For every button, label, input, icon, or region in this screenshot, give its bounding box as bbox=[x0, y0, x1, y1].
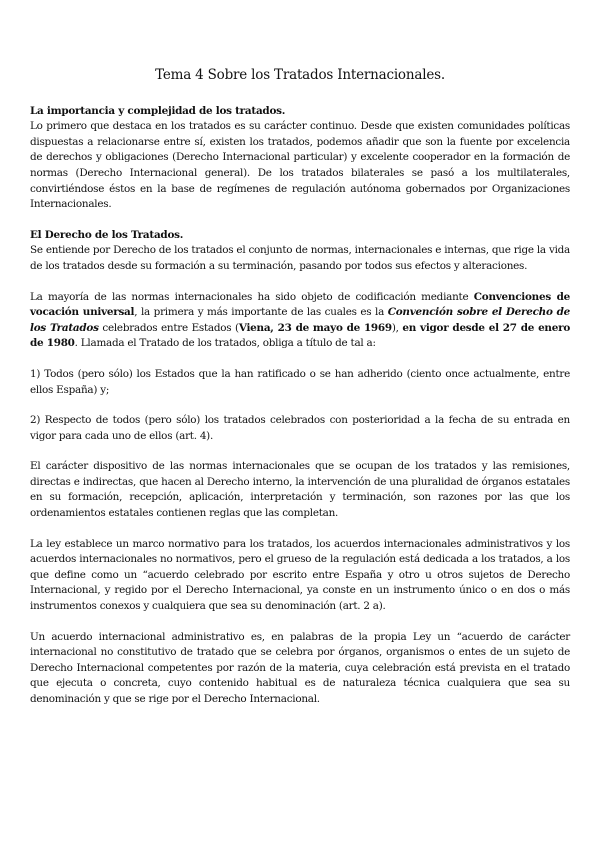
spacer bbox=[30, 213, 570, 228]
list-item-1: 1) Todos (pero sólo) los Estados que la han ratificado o se han adherido (ciento once actualmente, entre ellos España) y; bbox=[30, 367, 570, 396]
section-heading-importancia: La importancia y complejidad de los tratados. bbox=[30, 104, 286, 117]
paragraph-ley-marco: La ley establece un marco normativo para los tratados, los acuerdos internacionales administrativos y los acuerdos internacionales no normativos, pero el grueso de la regulación está dedicada a los tratados, a los que define como un “acuerdo celebrado por escrito entre España y otro u otros sujetos de Derecho Internacional, y regido por el Derecho Internacional, ya conste en un instrumento único o en dos o más instrumentos conexos y cualquiera que sea su denominación (art. 2 a). bbox=[30, 537, 570, 613]
paragraph-codificacion bbox=[30, 290, 570, 352]
bold-italic-run: Convención sobre el Derecho de los Tratados bbox=[30, 306, 571, 334]
bold-run: Viena, 23 de mayo de 1969 bbox=[238, 321, 392, 334]
spacer bbox=[30, 522, 570, 537]
text-run: La mayoría de las normas internacionales ha sido objeto de codificación mediante bbox=[30, 290, 474, 303]
paragraph-importancia: Lo primero que destaca en los tratados es su carácter continuo. Desde que existen comunidades políticas dispuestas a relacionarse entre sí, existen los tratados, podemos añadir que son la fuente por excelencia de derechos y obligaciones (Derecho Internacional particular) y excelente cooperador en la formación de normas (Derecho Internacional general). De los tratados bilaterales se pasó a los multilaterales, convirtiéndose éstos en la base de regímenes de regulación autónoma gobernados por Organizaciones Internacionales. bbox=[30, 120, 570, 211]
spacer bbox=[30, 615, 570, 630]
section-heading-derecho-tratados: El Derecho de los Tratados. bbox=[30, 228, 184, 241]
text-run: , la primera y más importante de las cuales es la bbox=[134, 306, 388, 319]
spacer bbox=[30, 275, 570, 290]
spacer bbox=[30, 398, 570, 413]
spacer bbox=[30, 444, 570, 459]
bold-run: en vigor desde el 27 de enero de 1980 bbox=[30, 321, 571, 350]
paragraph-acuerdo-administrativo: Un acuerdo internacional administrativo es, en palabras de la propia Ley un “acuerdo de carácter internacional no constitutivo de tratado que se celebra por órganos, organismos o entes de un sujeto de Derecho Internacional competentes por razón de la materia, cuya celebración está prevista en el tratado que ejecuta o concreta, cuyo contenido habitual es de naturaleza técnica cualquiera que sea su denominación y que se rige por el Derecho Internacional. bbox=[30, 630, 570, 705]
paragraph-derecho-tratados: Se entiende por Derecho de los tratados el conjunto de normas, internacionales e internas, que rige la vida de los tratados desde su formación a su terminación, pasando por todos sus efectos y alteraciones. bbox=[30, 244, 570, 272]
paragraph-caracter-dispositivo: El carácter dispositivo de las normas internacionales que se ocupan de los tratados y las remisiones, directas e indirectas, que hacen al Derecho interno, la intervención de una pluralidad de órganos estatales en su formación, recepción, aplicación, interpretación y terminación, son razones por las que los ordenamientos estatales contienen reglas que las completan. bbox=[30, 460, 570, 520]
text-run: ), bbox=[391, 321, 403, 334]
text-run: . Llamada el Tratado de los tratados, obliga a título de tal a: bbox=[74, 337, 376, 350]
list-item-2: 2) Respecto de todos (pero sólo) los tratados celebrados con posterioridad a la fecha de su entrada en vigor para cada uno de ellos (art. 4). bbox=[30, 414, 570, 442]
bold-run: Convenciones de vocación universal bbox=[30, 290, 570, 319]
spacer bbox=[30, 352, 570, 367]
text-run: celebrados entre Estados ( bbox=[98, 321, 239, 334]
page-title: Tema 4 Sobre los Tratados Internacionales. bbox=[155, 67, 445, 83]
